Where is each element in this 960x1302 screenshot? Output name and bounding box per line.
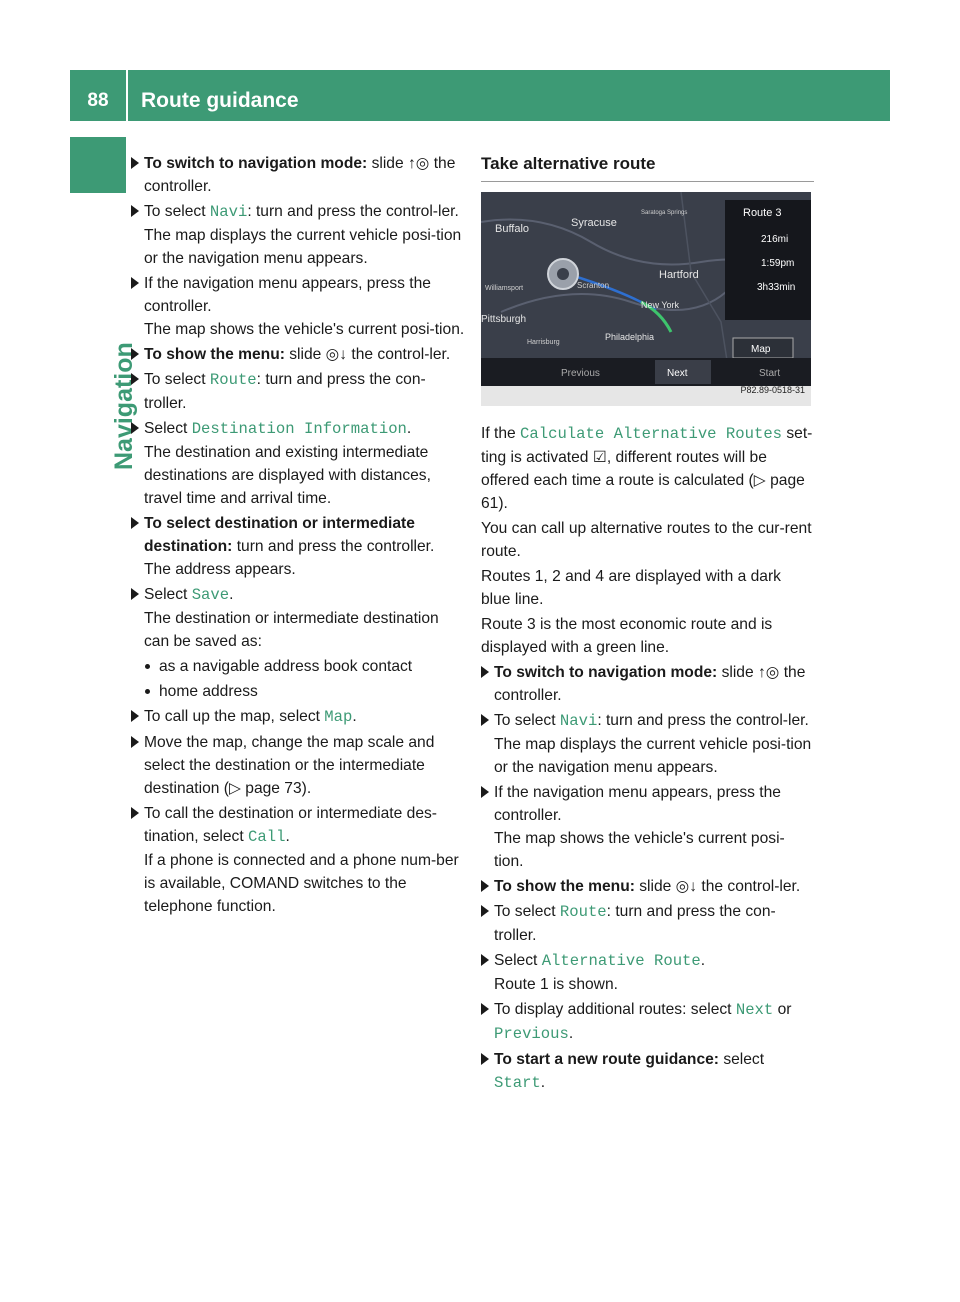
step-arrow-icon — [481, 905, 489, 917]
next-button: Next — [667, 368, 688, 379]
section-title: Take alternative route — [481, 152, 814, 182]
step-result: The map shows the vehicle's current posi-tion. — [494, 830, 785, 870]
step-arrow-icon — [481, 666, 489, 678]
step-select-save: Select Save. The destination or intermediate destination can be saved as: — [131, 583, 467, 653]
menu-item-route: Route — [559, 903, 607, 921]
map-screenshot-figure — [481, 192, 811, 406]
step-arrow-icon — [131, 736, 139, 748]
controller-down-icon: ◎↓ — [325, 346, 348, 363]
step-result: The destination or intermediate destination can be saved as: — [144, 610, 439, 650]
step-result: If a phone is connected and a phone num-ber is available, COMAND switches to the telephone function. — [144, 852, 459, 915]
step-arrow-icon — [481, 1003, 489, 1015]
step-switch-nav: To switch to navigation mode: slide ↑◎ the controller. — [481, 661, 814, 707]
paragraph-alt-routes-setting: If the Calculate Alternative Routes set-ting is activated ☑, different routes will be offered each time a route is calculated (▷ page 61). — [481, 425, 813, 512]
step-select-route: To select Route: turn and press the con-troller. — [131, 368, 467, 415]
bullet-dot-icon — [145, 664, 150, 669]
side-tab-navigation: Navigation — [110, 342, 138, 470]
step-select-route: To select Route: turn and press the con-troller. — [481, 900, 814, 947]
step-additional-routes: To display additional routes: select Next or Previous. — [481, 998, 814, 1046]
menu-item-call: Call — [248, 828, 286, 846]
menu-item-navi: Navi — [209, 203, 248, 221]
start-button: Start — [759, 368, 781, 379]
figure-code: P82.89-0518-31 — [740, 385, 805, 395]
step-show-menu: To show the menu: slide ◎↓ the control-ler. — [481, 875, 814, 898]
paragraph: Route 3 is the most economic route and is displayed with a green line. — [481, 616, 773, 656]
map-city: Harrisburg — [527, 339, 560, 346]
controller-up-icon: ↑◎ — [757, 664, 780, 681]
paragraph: Routes 1, 2 and 4 are displayed with a dark blue line. — [481, 568, 781, 608]
step-result: The map shows the vehicle's current posi-tion. — [144, 321, 465, 338]
left-column — [131, 152, 467, 920]
step-result: The address appears. — [144, 561, 296, 578]
step-result: The map displays the current vehicle posi-tion or the navigation menu appears. — [144, 227, 462, 267]
route-distance: 216mi — [761, 234, 789, 245]
step-arrow-icon — [131, 348, 139, 360]
menu-item-route: Route — [209, 371, 257, 389]
step-arrow-icon — [481, 880, 489, 892]
menu-item-navi: Navi — [559, 712, 598, 730]
step-arrow-icon — [481, 714, 489, 726]
menu-item-destination-information: Destination Information — [191, 420, 407, 438]
setting-calculate-alternative-routes: Calculate Alternative Routes — [520, 425, 783, 443]
step-call-map: To call up the map, select Map. — [131, 705, 467, 729]
step-arrow-icon — [131, 588, 139, 600]
step-arrow-icon — [481, 786, 489, 798]
step-result: Route 1 is shown. — [494, 976, 618, 993]
map-city: Williamsport — [485, 285, 524, 292]
route-duration: 3h33min — [757, 282, 796, 293]
step-arrow-icon — [131, 710, 139, 722]
step-arrow-icon — [481, 954, 489, 966]
controller-up-icon: ↑◎ — [407, 155, 430, 172]
step-destination-info: Select Destination Information. The destination and existing intermediate destinations are displayed with distances, travel time and arrival time. — [131, 417, 467, 510]
paragraph: You can call up alternative routes to the cur-rent route. — [481, 520, 812, 560]
map-city: Philadelphia — [605, 332, 655, 342]
menu-item-next: Next — [735, 1001, 774, 1019]
step-press-controller: If the navigation menu appears, press the controller. The map shows the vehicle's current posi-tion. — [131, 272, 467, 341]
step-call-destination: To call the destination or intermediate des-tination, select Call. If a phone is connected and a phone num-ber is available, COMAND switches to the telephone function. — [131, 802, 467, 918]
step-select-navi: To select Navi: turn and press the control-ler. The map displays the current vehicle posi-tion or the navigation menu appears. — [481, 709, 814, 779]
step-result: The destination and existing intermediate destinations are displayed with distances, travel time and arrival time. — [144, 444, 431, 507]
map-image — [481, 192, 811, 406]
map-city: Hartford — [659, 269, 699, 281]
step-arrow-icon — [131, 157, 139, 169]
menu-item-save: Save — [191, 586, 230, 604]
step-press-controller: If the navigation menu appears, press the controller. The map shows the vehicle's current posi-tion. — [481, 781, 814, 873]
step-arrow-icon — [131, 373, 139, 385]
bullet-dot-icon — [145, 689, 150, 694]
bullet-item: home address — [131, 680, 467, 703]
controller-down-icon: ◎↓ — [675, 878, 698, 895]
map-city: Buffalo — [495, 223, 530, 235]
step-alternative-route: Select Alternative Route. Route 1 is shown. — [481, 949, 814, 996]
menu-item-alternative-route: Alternative Route — [541, 952, 701, 970]
header-divider — [126, 70, 128, 121]
page-ref-icon: ▷ — [228, 780, 241, 797]
step-arrow-icon — [481, 1053, 489, 1065]
menu-item-start: Start — [494, 1074, 541, 1092]
menu-item-map: Map — [324, 708, 353, 726]
step-result: The map displays the current vehicle posi-tion or the navigation menu appears. — [494, 736, 812, 776]
route-panel-title: Route 3 — [743, 207, 782, 219]
map-city: Saratoga Springs — [641, 210, 688, 216]
map-city: Scranton — [577, 281, 610, 290]
step-arrow-icon — [131, 807, 139, 819]
side-marker — [70, 137, 126, 193]
map-city: New York — [641, 300, 680, 310]
step-lead: To switch to navigation mode: — [144, 155, 368, 172]
page-number: 88 — [87, 90, 109, 111]
step-arrow-icon — [131, 422, 139, 434]
map-city: Syracuse — [571, 217, 617, 229]
previous-button: Previous — [561, 368, 600, 379]
step-arrow-icon — [131, 517, 139, 529]
step-arrow-icon — [131, 205, 139, 217]
step-move-map: Move the map, change the map scale and select the destination or the intermediate destination (▷ page 73). — [131, 731, 467, 800]
route-arrival: 1:59pm — [761, 258, 795, 269]
map-button: Map — [751, 344, 771, 355]
bullet-item: as a navigable address book contact — [131, 655, 467, 678]
right-column — [481, 152, 814, 1097]
map-city: Pittsburgh — [481, 314, 527, 325]
step-select-destination: To select destination or intermediate destination: turn and press the controller. The address appears. — [131, 512, 467, 581]
menu-item-previous: Previous — [494, 1025, 569, 1043]
step-select-navi: To select Navi: turn and press the control-ler. The map displays the current vehicle posi-tion or the navigation menu appears. — [131, 200, 467, 270]
checkbox-checked-icon: ☑ — [592, 449, 607, 466]
page-ref-icon: ▷ — [753, 472, 766, 489]
step-show-menu: To show the menu: slide ◎↓ the control-ler. — [131, 343, 467, 366]
step-switch-nav: To switch to navigation mode: slide ↑◎ the controller. — [131, 152, 467, 198]
step-arrow-icon — [131, 277, 139, 289]
chapter-title: Route guidance — [141, 89, 299, 112]
step-start-guidance: To start a new route guidance: select Start. — [481, 1048, 814, 1095]
